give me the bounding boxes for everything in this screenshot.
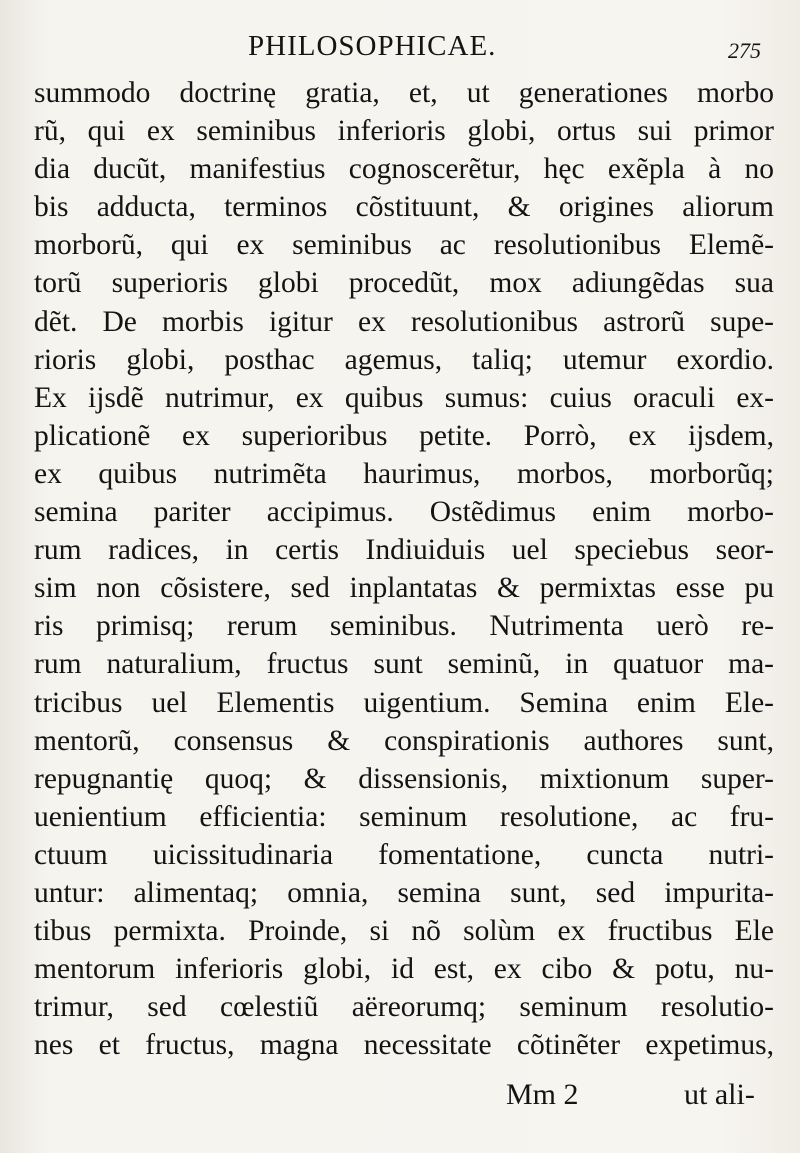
text-line: plicationẽ ex superioribus petite. Porrò, ex ijsdem,: [34, 419, 774, 452]
text-line: ctuum uicissitudinaria fomentatione, cuncta nutri-: [34, 838, 774, 871]
text-line: trimur, sed cœlestiũ aëreorumq; seminum resolutio-: [34, 991, 774, 1024]
text-line: summodo doctrinę gratia, et, ut generationes morbo: [34, 77, 774, 109]
page-footer: [0, 1078, 800, 1118]
body-text: [34, 74, 774, 1064]
catchword: ut ali-: [684, 1078, 755, 1111]
text-line: dẽt. De morbis igitur ex resolutionibus astrorũ supe-: [34, 305, 774, 338]
text-line: tricibus uel Elementis uigentium. Semina enim Ele-: [34, 686, 774, 719]
text-line: rum radices, in certis Indiuiduis uel speciebus seor-: [34, 534, 774, 567]
text-line: ex quibus nutrimẽta haurimus, morbos, morborũq;: [34, 457, 774, 490]
text-line: mentorũ, consensus & conspirationis authores sunt,: [34, 724, 774, 757]
text-line: morborũ, qui ex seminibus ac resolutionibus Elemẽ-: [34, 229, 774, 262]
text-line: uenientium efficientia: seminum resolutione, ac fru-: [34, 800, 774, 833]
text-line: nes et fructus, magna necessitate cõtinẽter expetimus,: [34, 1029, 774, 1062]
text-line: rũ, qui ex seminibus inferioris globi, ortus sui primor: [34, 115, 774, 148]
page-number: 275: [728, 38, 761, 63]
text-line: bis adducta, terminos cõstituunt, & origines aliorum: [34, 191, 774, 224]
text-line: Ex ijsdẽ nutrimur, ex quibus sumus: cuius oraculi ex-: [34, 381, 774, 414]
text-line: semina pariter accipimus. Ostẽdimus enim morbo-: [34, 496, 774, 529]
signature-mark: Mm 2: [506, 1078, 579, 1111]
text-line: ris primisq; rerum seminibus. Nutrimenta uerò re-: [34, 610, 774, 643]
text-line: tibus permixta. Proinde, si nõ solùm ex fructibus Ele: [34, 915, 774, 948]
text-line: untur: alimentaq; omnia, semina sunt, sed impurita-: [34, 876, 774, 909]
text-line: rum naturalium, fructus sunt seminũ, in quatuor ma-: [34, 648, 774, 681]
text-line: dia ducũt, manifestius cognoscerẽtur, hęc exẽpla à no: [34, 153, 774, 186]
text-line: mentorum inferioris globi, id est, ex cibo & potu, nu-: [34, 953, 774, 986]
text-line: repugnantię quoq; & dissensionis, mixtionum super-: [34, 762, 774, 795]
text-line: sim non cõsistere, sed inplantatas & permixtas esse pu: [34, 572, 774, 605]
page-header: [0, 26, 800, 70]
running-head: PHILOSOPHICAE.: [248, 30, 497, 62]
text-line: rioris globi, posthac agemus, taliq; utemur exordio.: [34, 343, 774, 376]
text-line: torũ superioris globi procedũt, mox adiungẽdas sua: [34, 267, 774, 300]
